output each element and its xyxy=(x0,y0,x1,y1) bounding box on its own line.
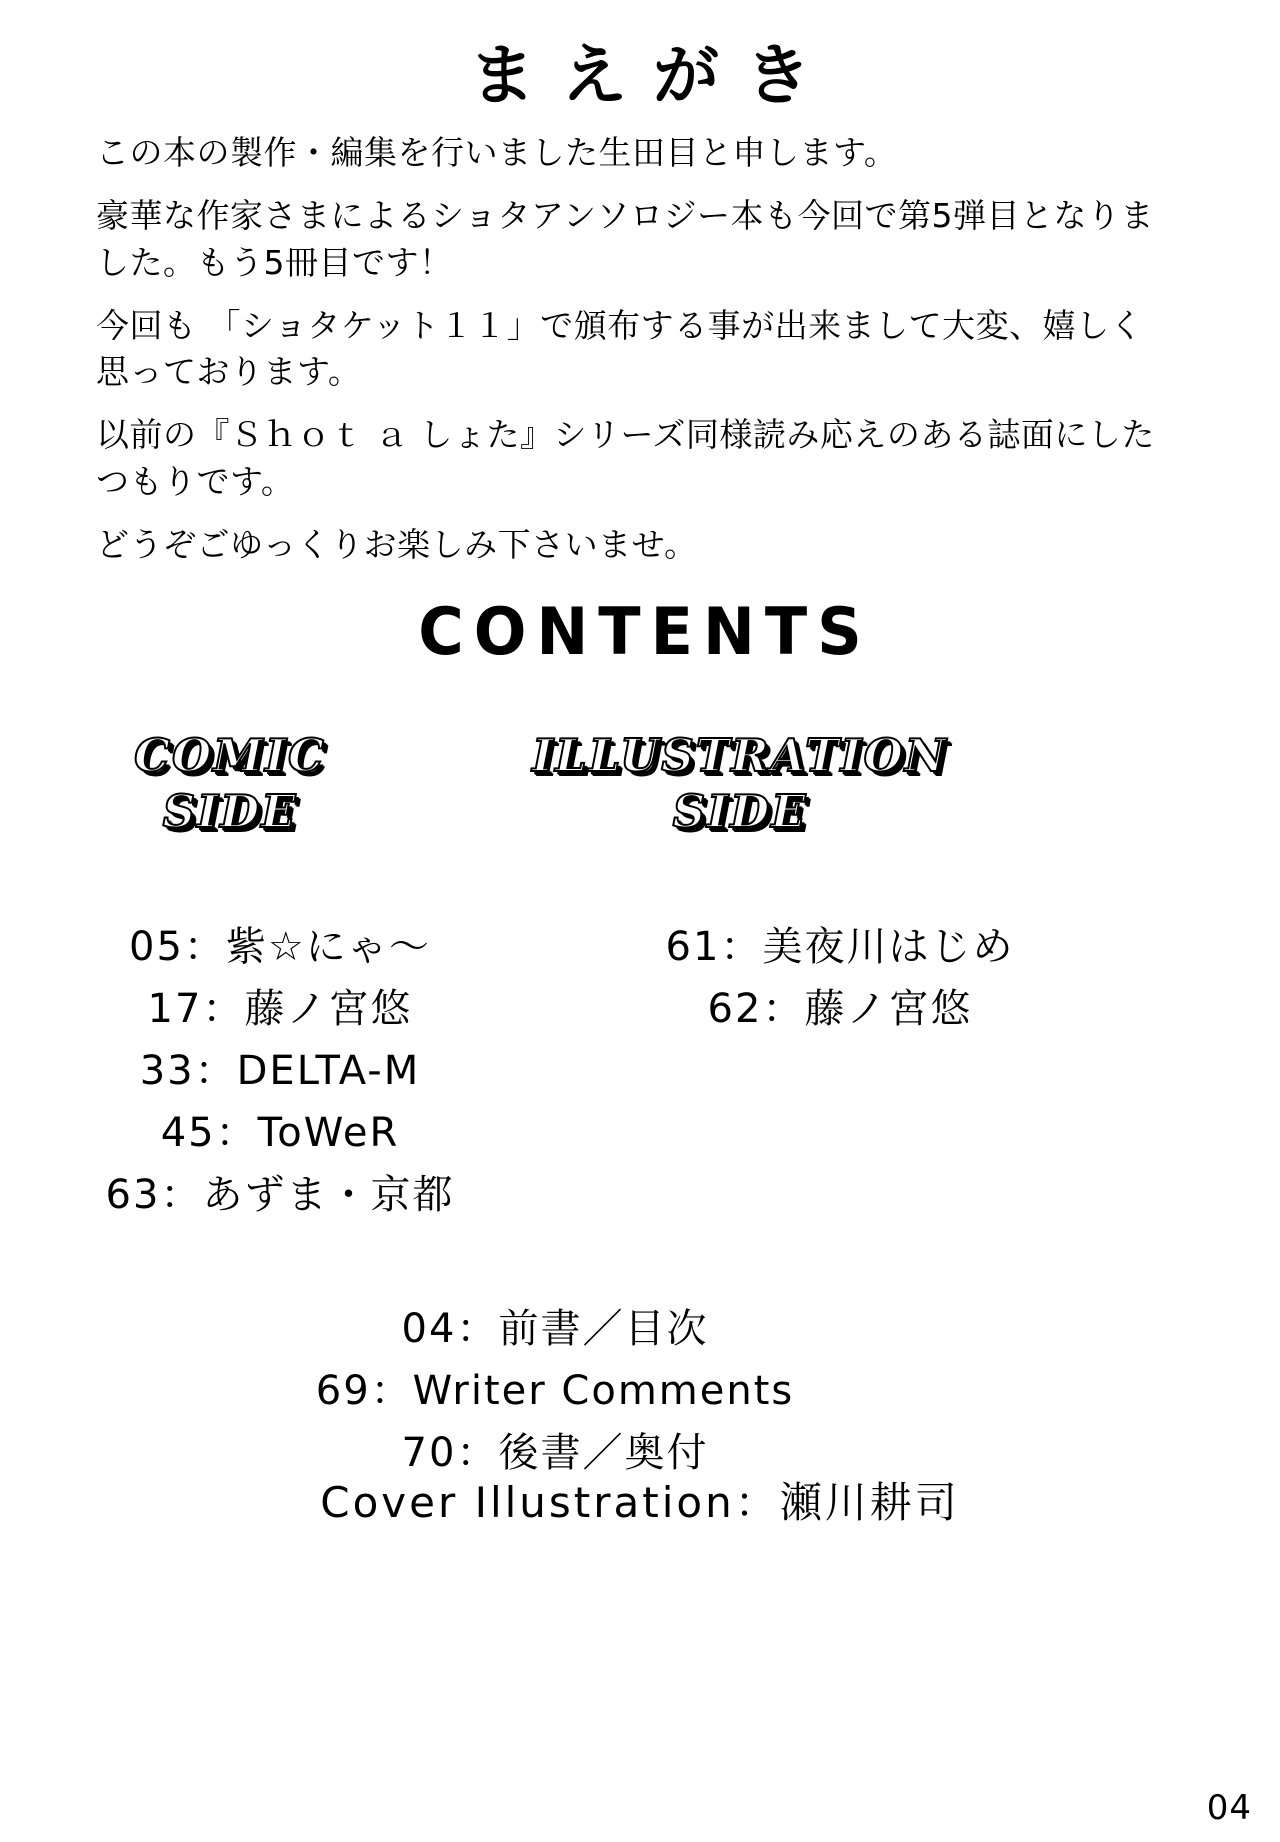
section-header-illustration xyxy=(400,728,1080,841)
section-header-comic-line2: SIDE xyxy=(162,785,298,839)
contents-heading: CONTENTS xyxy=(418,593,872,670)
contents-row xyxy=(0,1039,1280,1101)
contents-row xyxy=(0,1225,1280,1297)
section-header-comic xyxy=(60,728,400,841)
preface-paragraph: どうぞごゆっくりお楽しみ下さいませ。 xyxy=(96,525,698,565)
section-header-illustration-line2: SIDE xyxy=(672,785,808,839)
preface-paragraph: 以前の『Ｓｈｏｔ ａ しょた』シリーズ同様読み応えのある誌面にしたつもりです。 xyxy=(96,415,1155,502)
contents-entry-comic: 17：藤ノ宮悠 xyxy=(147,986,413,1032)
preface-paragraph: 今回も 「ショタケット１１」で頒布する事が出来まして大変、嬉しく思っております。 xyxy=(96,305,1144,392)
section-header-comic-line1: COMIC xyxy=(134,729,326,782)
preface-paragraph: この本の製作・編集を行いました生田目と申します。 xyxy=(96,133,898,172)
contents-entry-other: 70：後書／奥付 xyxy=(401,1430,709,1476)
contents-row xyxy=(0,977,1280,1039)
contents-row xyxy=(0,1163,1280,1225)
contents-entry-comic: 05：紫☆にゃ～ xyxy=(129,924,431,970)
contents-section-headers xyxy=(0,728,1280,858)
contents-entry-other: 04：前書／目次 xyxy=(401,1306,709,1352)
contents-entry-illustration: 61：美夜川はじめ xyxy=(665,924,1015,970)
contents-entry-comic: 33：DELTA-M xyxy=(139,1048,421,1094)
contents-entry-comic: 45：ToWeR xyxy=(160,1110,400,1156)
contents-listing xyxy=(0,915,1280,1483)
preface-paragraph: 豪華な作家さまによるショタアンソロジー本も今回で第5弾目となりました。もう5冊目です！ xyxy=(96,195,1155,282)
contents-entry-other: 69：Writer Comments xyxy=(315,1368,795,1414)
page-number: 04 xyxy=(1206,1788,1252,1828)
preface-title: まえがき xyxy=(469,37,837,114)
contents-row xyxy=(0,1297,1280,1359)
cover-illustration-credit: Cover Illustration：瀬川耕司 xyxy=(320,1478,960,1527)
contents-row xyxy=(0,915,1280,977)
contents-entry-illustration: 62：藤ノ宮悠 xyxy=(707,986,973,1032)
contents-entry-comic: 63：あずま・京都 xyxy=(105,1172,455,1218)
section-header-illustration-line1: ILLUSTRATION xyxy=(532,729,948,782)
preface-body xyxy=(96,130,1156,585)
contents-row xyxy=(0,1101,1280,1163)
contents-row xyxy=(0,1359,1280,1421)
